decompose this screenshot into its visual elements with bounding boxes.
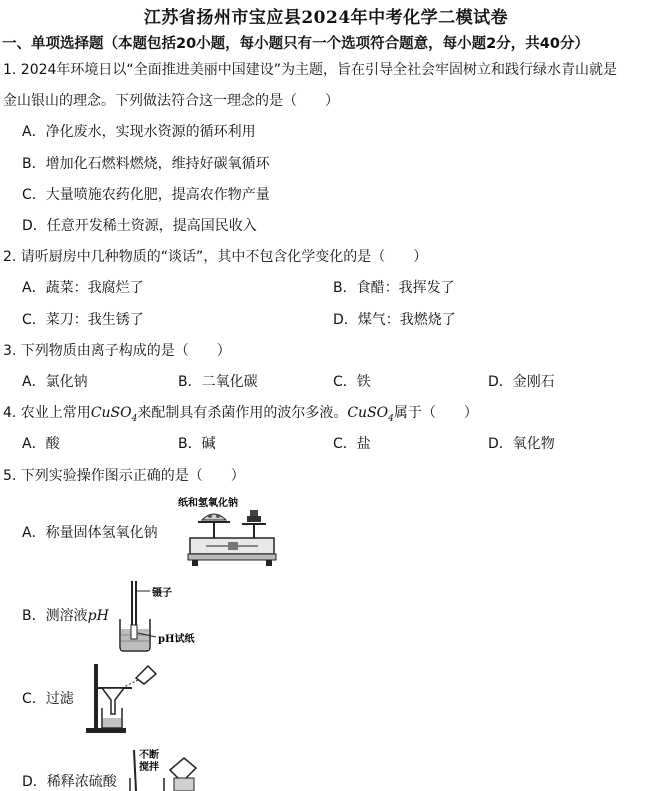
- question-2-option-c[interactable]: C．菜刀：我生锈了: [22, 312, 144, 328]
- question-4-option-b[interactable]: B．碱: [178, 436, 216, 452]
- question-2-option-a[interactable]: A．蔬菜：我腐烂了: [22, 280, 144, 296]
- balance-figure: [176, 494, 280, 572]
- question-2-option-b[interactable]: B．食醋：我挥发了: [333, 280, 455, 296]
- page-title: 江苏省扬州市宝应县2024年中考化学二模试卷: [143, 8, 509, 28]
- cuso4-formula-2: CuSO$_4$: [347, 405, 394, 424]
- question-5-option-d[interactable]: D．稀释浓硫酸: [22, 774, 117, 790]
- question-2-option-d[interactable]: D．煤气：我燃烧了: [333, 312, 456, 328]
- section-heading: 一、单项选择题（本题包括20小题，每小题只有一个选项符合题意，每小题2分，共40分）: [2, 36, 589, 52]
- question-2-stem: 2. 请听厨房中几种物质的“谈话”，其中不包含化学变化的是（ ）: [3, 249, 428, 265]
- question-1-option-a[interactable]: A．净化废水，实现水资源的循环利用: [22, 124, 256, 140]
- question-4-stem: [3, 404, 478, 428]
- question-1-option-c[interactable]: C．大量喷施农药化肥，提高农作物产量: [22, 187, 270, 203]
- figure-a-label: 纸和氢氧化钠: [178, 498, 238, 509]
- question-4-stem-pre: 4. 农业上常用: [3, 405, 91, 421]
- stir-label-1: 不断: [139, 750, 159, 761]
- question-4-stem-mid: 来配制具有杀菌作用的波尔多液。: [137, 405, 348, 421]
- question-4-stem-post: 属于（ ）: [393, 405, 478, 421]
- ph-paper-label: pH试纸: [158, 634, 195, 645]
- question-1-stem-line1: 1. 2024年环境日以“全面推进美丽中国建设”为主题，旨在引导全社会牢固树立和践行绿水青山就是: [3, 62, 617, 78]
- ph-test-figure: [112, 577, 222, 653]
- question-3-option-d[interactable]: D．金刚石: [488, 374, 555, 390]
- question-1-option-d[interactable]: D．任意开发稀土资源，提高国民收入: [22, 218, 257, 234]
- question-1-option-b[interactable]: B．增加化石燃料燃烧，维持好碳氧循环: [22, 156, 270, 172]
- question-5-option-c[interactable]: C．过滤: [22, 691, 74, 707]
- question-4-option-d[interactable]: D．氧化物: [488, 436, 555, 452]
- question-3-stem: 3. 下列物质由离子构成的是（ ）: [3, 343, 231, 359]
- question-5-option-a[interactable]: A．称量固体氢氧化钠: [22, 525, 158, 541]
- question-5-option-b[interactable]: B．测溶液pH: [22, 608, 109, 624]
- question-5-stem: 5. 下列实验操作图示正确的是（ ）: [3, 468, 245, 484]
- question-3-option-c[interactable]: C．铁: [333, 374, 371, 390]
- question-3-option-a[interactable]: A．氯化钠: [22, 374, 88, 390]
- filtration-figure: [80, 662, 160, 734]
- question-1-stem-line2: 金山银山的理念。下列做法符合这一理念的是（ ）: [3, 93, 339, 109]
- tweezers-label: 镊子: [152, 588, 172, 599]
- stir-label-2: 搅拌: [139, 762, 159, 773]
- question-4-option-a[interactable]: A．酸: [22, 436, 60, 452]
- dilution-figure: [126, 748, 206, 791]
- question-4-option-c[interactable]: C．盐: [333, 436, 371, 452]
- ph-label: pH: [87, 608, 109, 624]
- cuso4-formula: CuSO$_4$: [90, 405, 138, 424]
- question-3-option-b[interactable]: B．二氧化碳: [178, 374, 258, 390]
